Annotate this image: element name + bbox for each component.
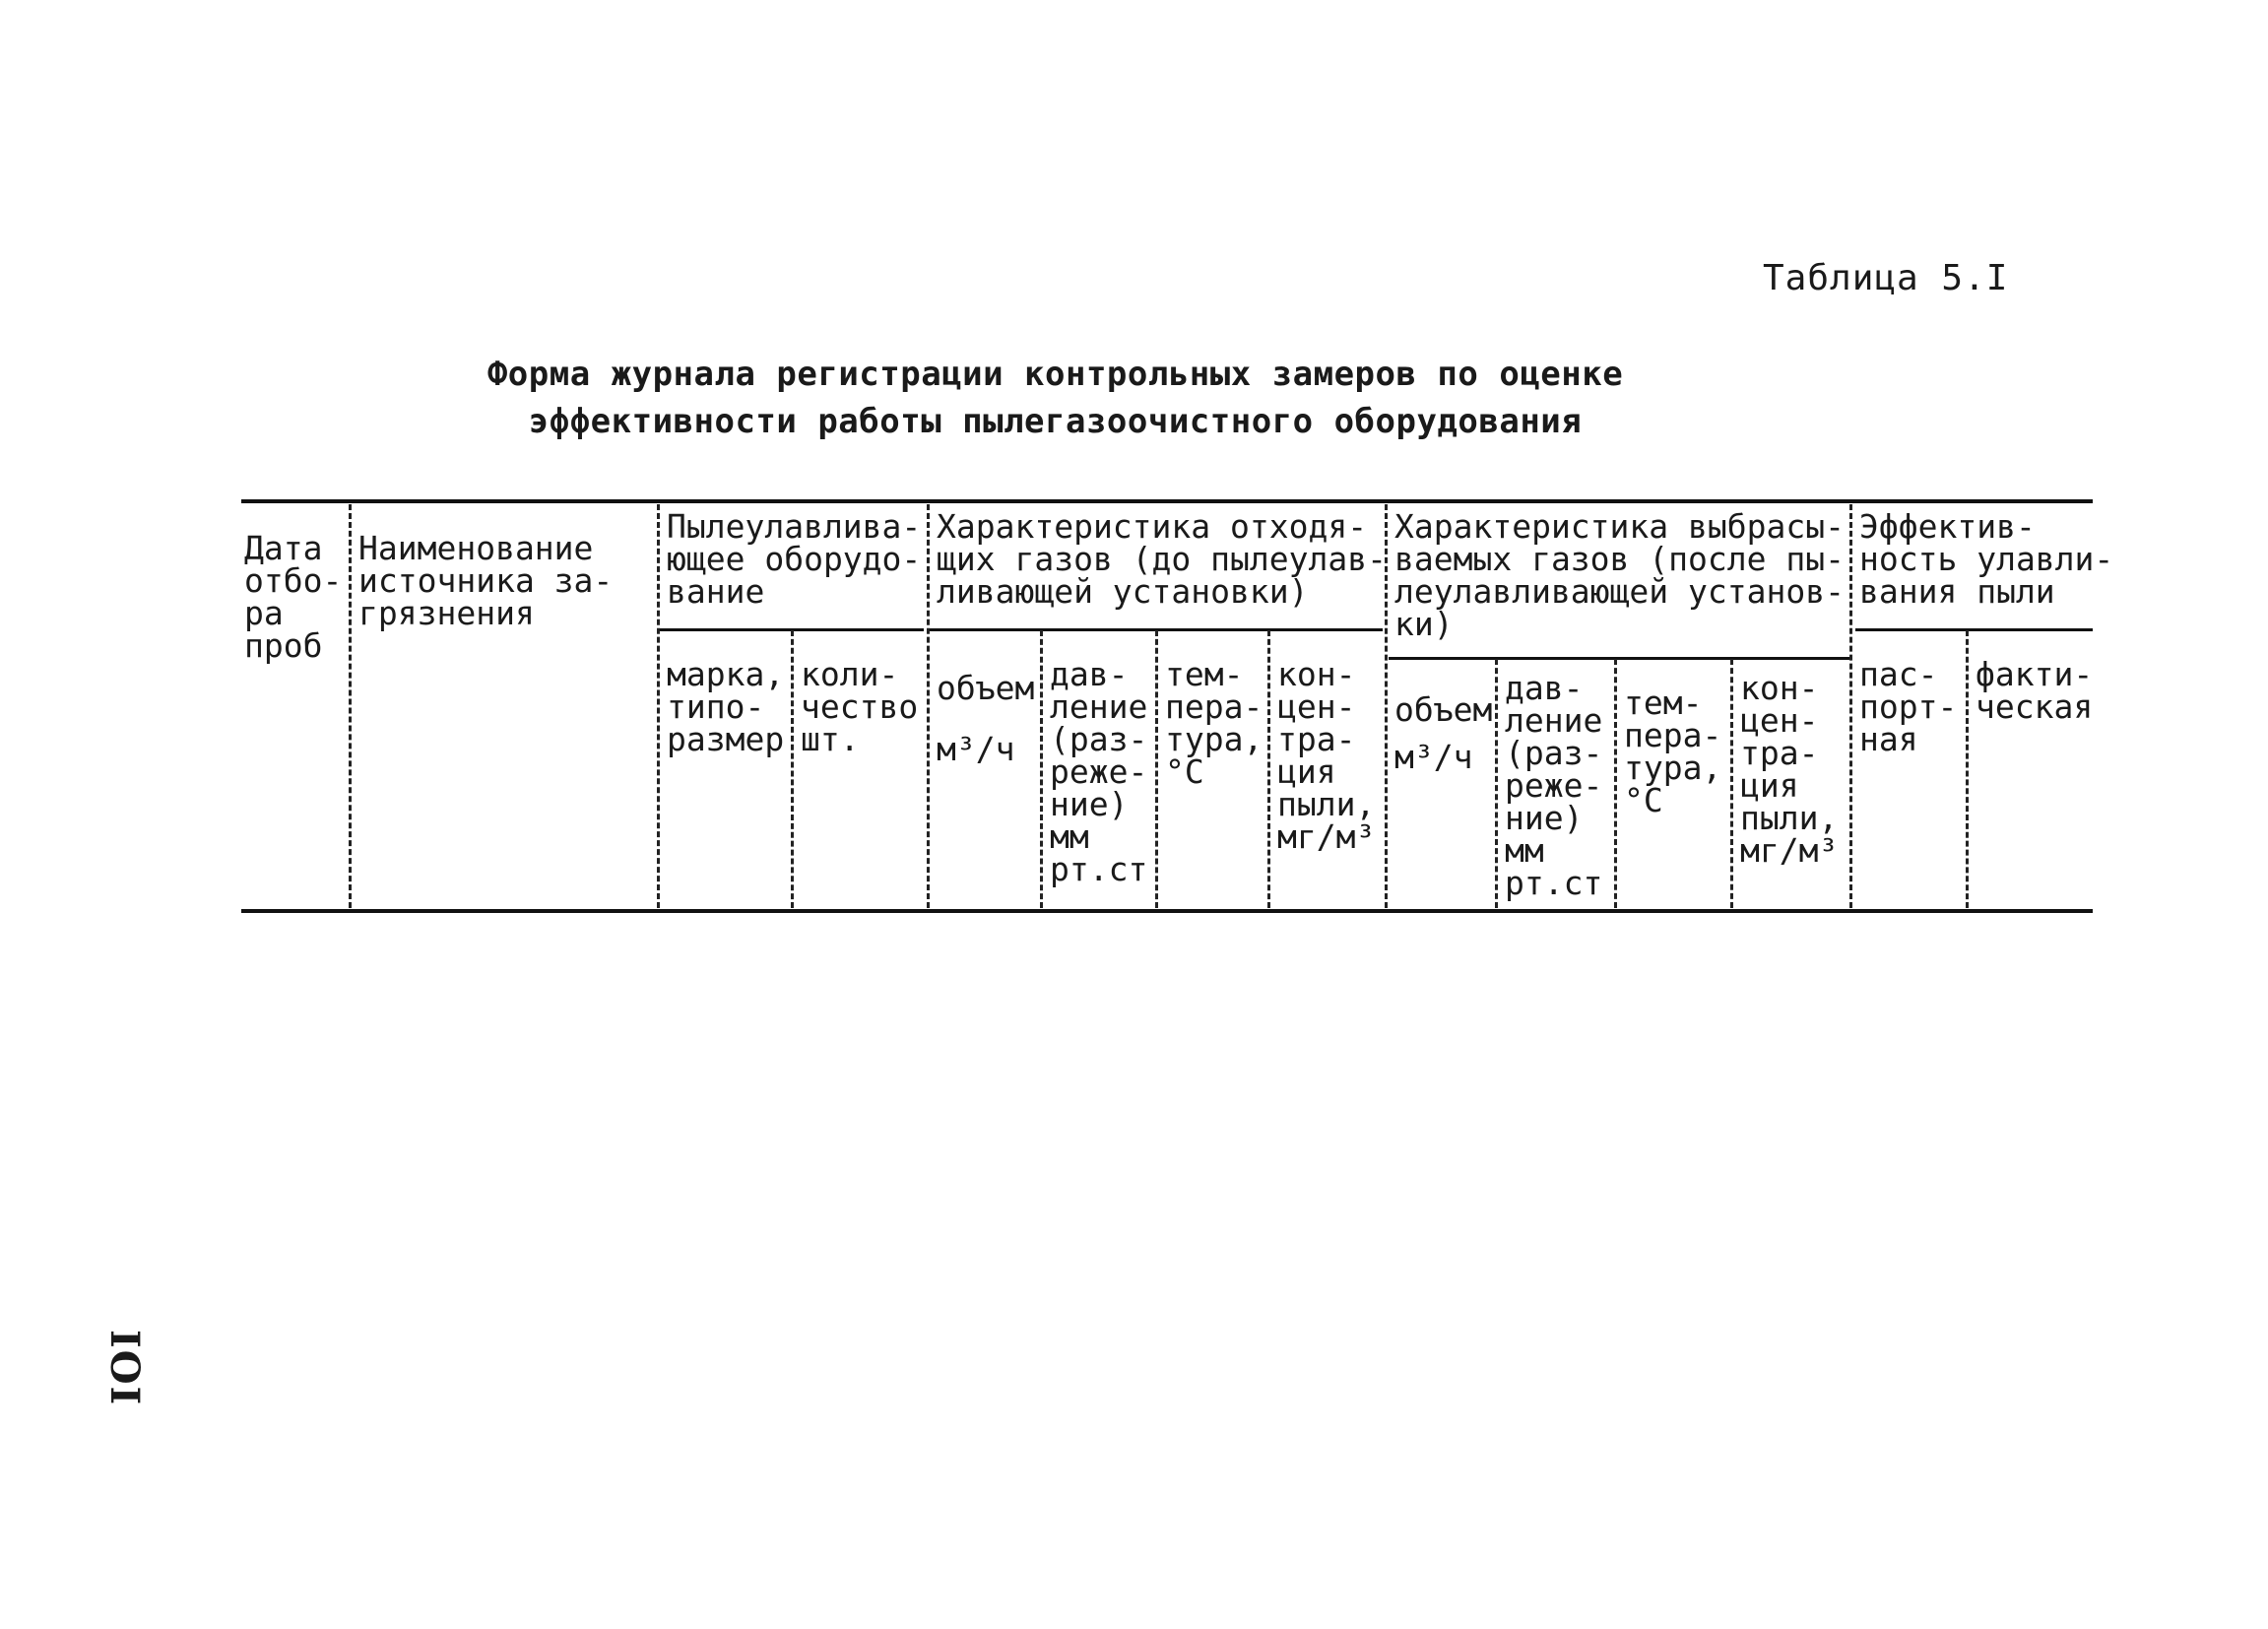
header-brand-size: марка, типо- размер: [667, 655, 785, 758]
divider-emitted-efficiency: [1849, 504, 1852, 908]
header-source-name: Наименование источника за- грязнения: [358, 529, 614, 632]
header-efficiency-actual: факти- ческая: [1976, 655, 2094, 726]
divider-emitted-temperature-concentration: [1730, 659, 1733, 908]
header-emitted-pressure: дав- ление (раз- реже- ние) мм рт.ст: [1505, 669, 1603, 902]
divider-passport-actual: [1966, 630, 1969, 908]
divider-emitted-volume-pressure: [1495, 659, 1498, 908]
divider-equipment-outgoing: [927, 504, 930, 908]
header-quantity: коли- чество шт.: [801, 655, 919, 758]
efficiency-subheader-rule: [1855, 628, 2093, 631]
header-dust-capture-efficiency: Эффектив- ность улавли- вания пыли: [1859, 507, 2114, 611]
divider-date-source: [349, 504, 352, 908]
header-emitted-volume: объем м³/ч: [1394, 690, 1493, 776]
header-emitted-concentration: кон- цен- тра- ция пыли, мг/м³: [1740, 669, 1839, 870]
emitted-subheader-rule: [1389, 657, 1849, 660]
divider-brand-quantity: [791, 630, 794, 908]
divider-emitted-pressure-temperature: [1614, 659, 1617, 908]
table-top-rule: [241, 499, 2093, 503]
divider-outgoing-pressure-temperature: [1155, 630, 1158, 908]
table-title-line-2: эффективности работы пылегазоочистного оборудования: [528, 402, 1583, 441]
divider-source-equipment: [657, 504, 660, 908]
table-bottom-rule: [241, 909, 2093, 913]
header-efficiency-passport: пас- порт- ная: [1859, 655, 1958, 758]
table-title-line-1: Форма журнала регистрации контрольных замеров по оценке: [486, 355, 1624, 394]
header-emitted-gases: Характеристика выбрасы- ваемых газов (после пы- леулавливающей установ- ки): [1394, 507, 1845, 643]
header-date: Дата отбо- ра проб: [244, 529, 343, 665]
header-emitted-temperature: тем- пера- тура, °С: [1624, 684, 1722, 819]
divider-outgoing-temperature-concentration: [1267, 630, 1270, 908]
header-outgoing-volume: объем м³/ч: [937, 669, 1035, 768]
header-outgoing-concentration: кон- цен- тра- ция пыли, мг/м³: [1277, 655, 1376, 856]
header-outgoing-gases: Характеристика отходя- щих газов (до пылеулав- ливающей установки): [937, 507, 1387, 611]
divider-outgoing-volume-pressure: [1040, 630, 1043, 908]
header-dust-collecting-equipment: Пылеулавлива- ющее оборудо- вание: [667, 507, 922, 611]
table-number: Таблица 5.I: [1763, 258, 2009, 298]
page-number: IOI: [101, 1330, 148, 1407]
header-outgoing-temperature: тем- пера- тура, °С: [1165, 655, 1264, 791]
header-outgoing-pressure: дав- ление (раз- реже- ние) мм рт.ст: [1050, 655, 1148, 888]
